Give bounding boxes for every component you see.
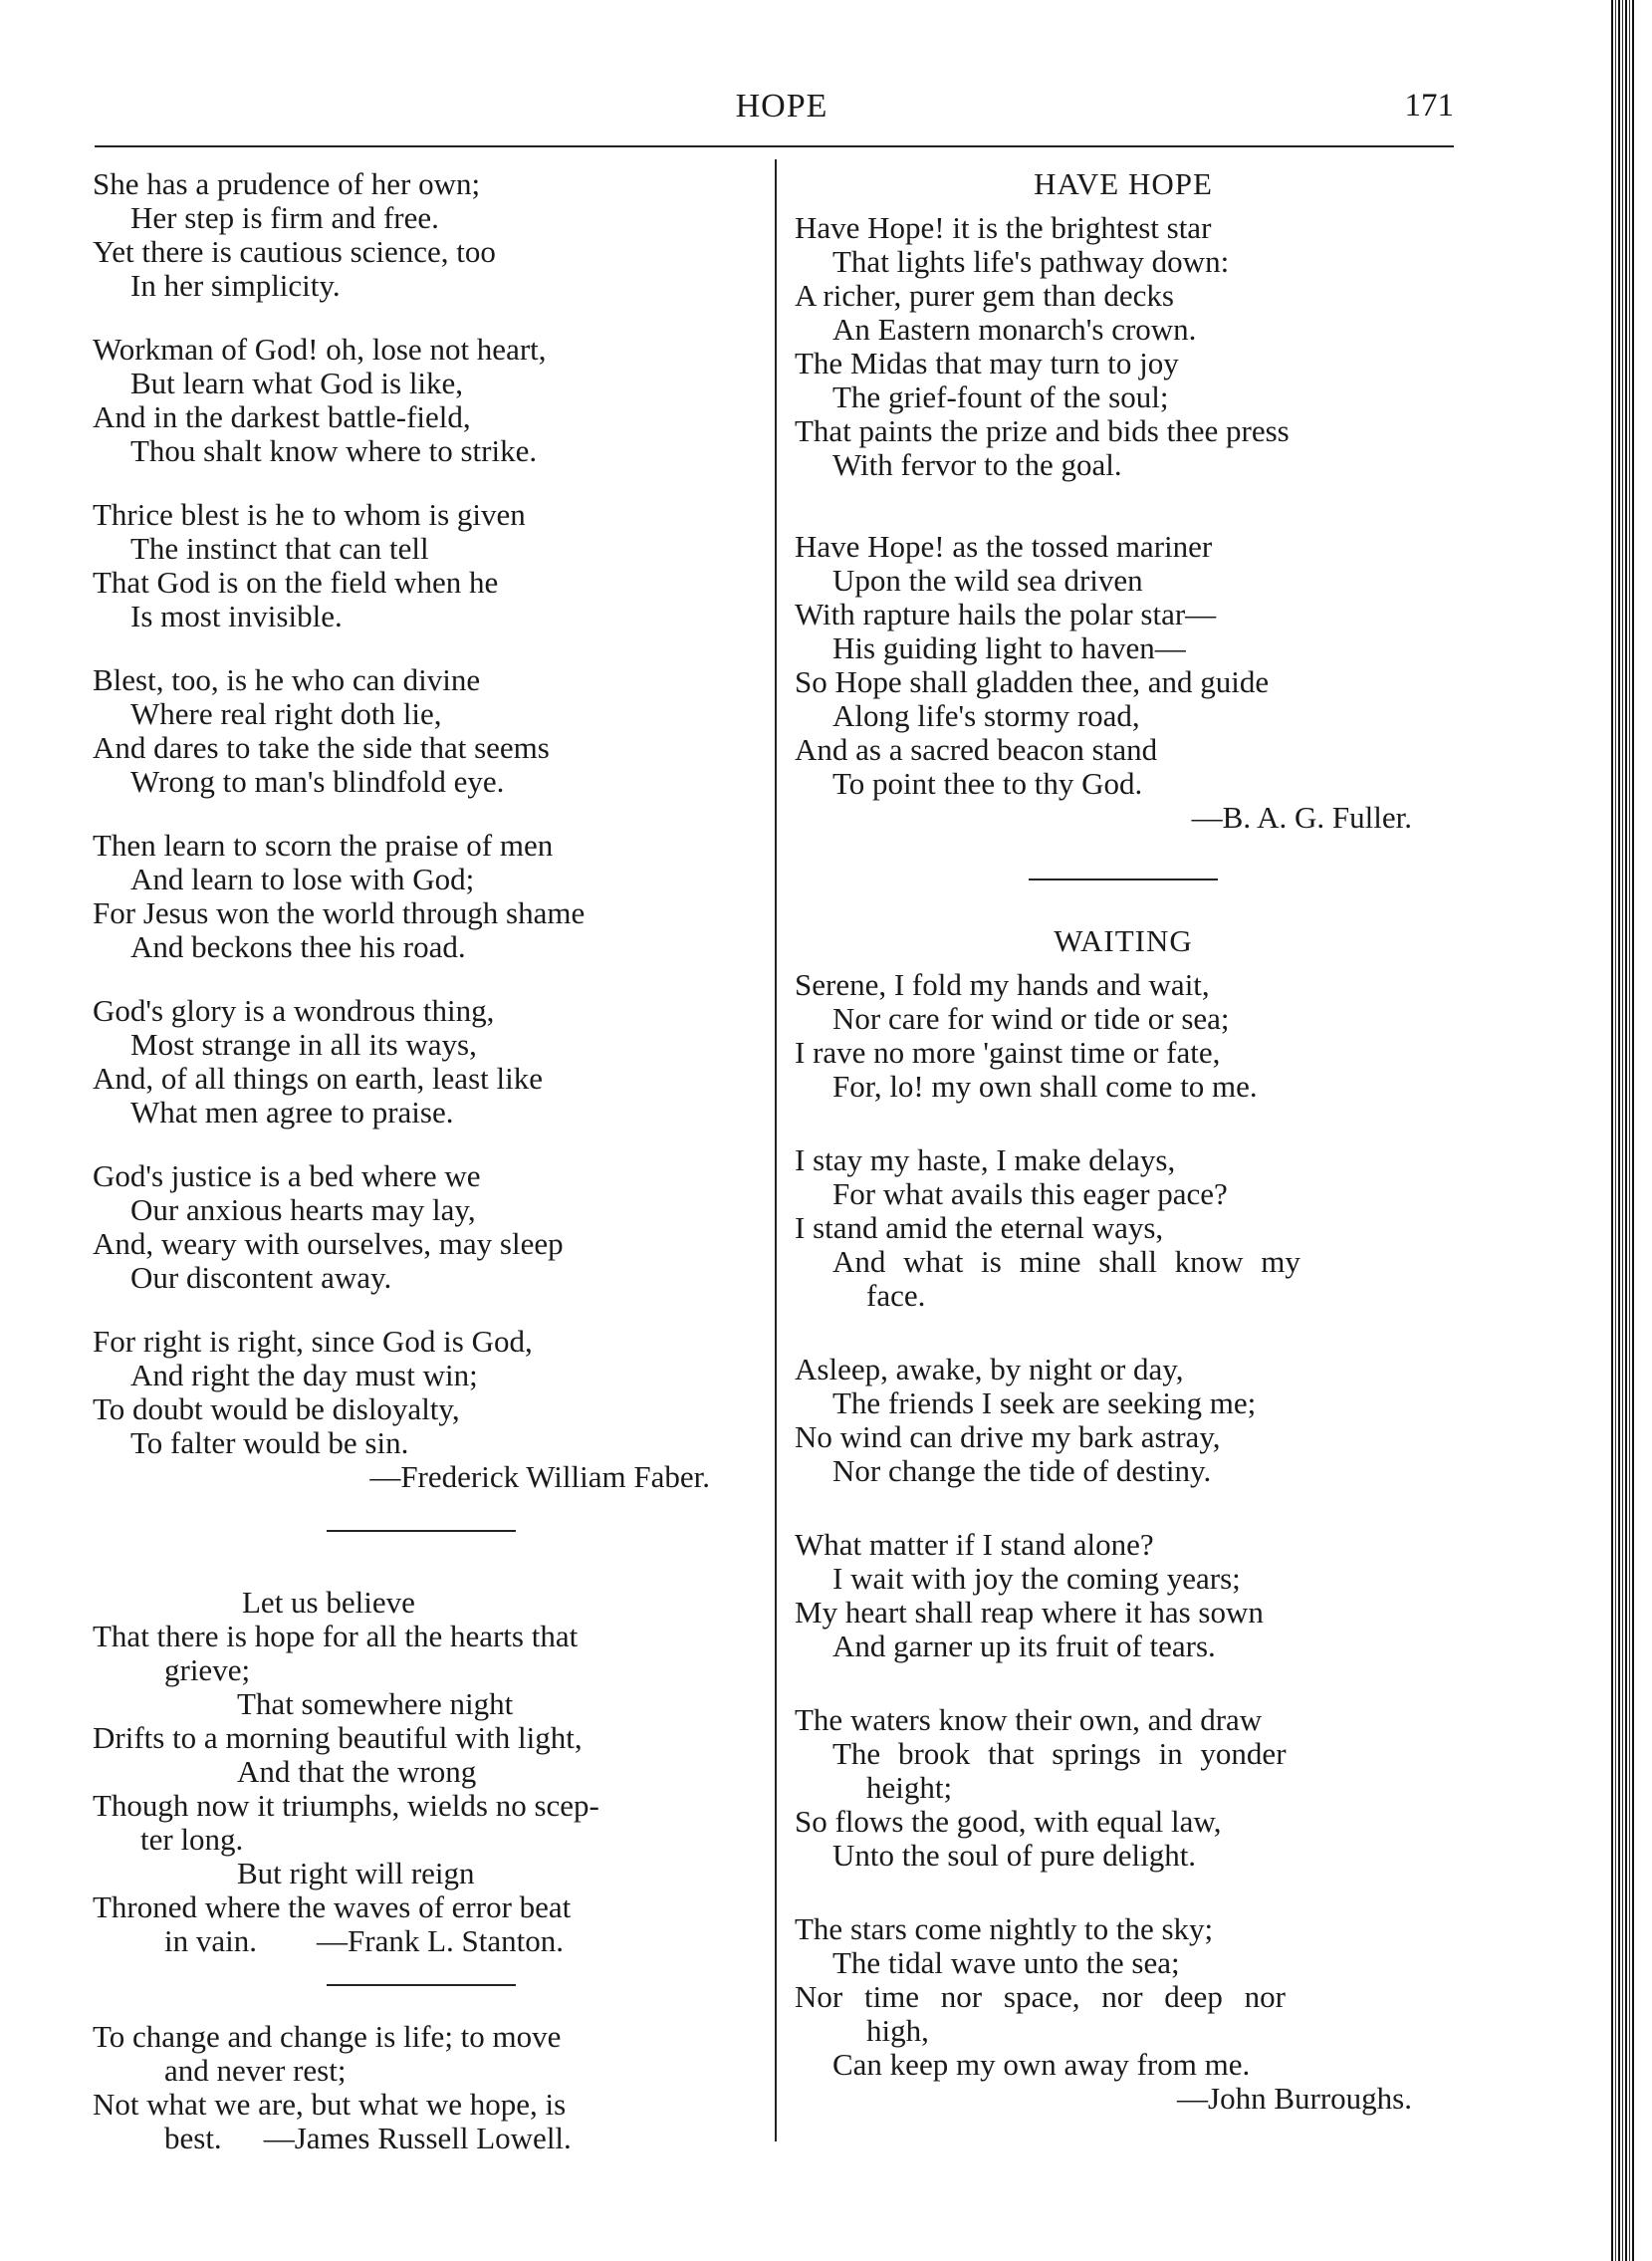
poem-title: HAVE HOPE xyxy=(1034,166,1213,201)
poem-line: Where real right doth lie, xyxy=(130,696,442,731)
poem-line: God's glory is a wondrous thing, xyxy=(93,993,495,1028)
poem-line: That there is hope for all the hearts that xyxy=(93,1619,579,1653)
poem-line: The instinct that can tell xyxy=(130,531,429,566)
attribution: —Frederick William Faber. xyxy=(369,1459,710,1494)
stanza xyxy=(795,211,1452,482)
page-number: 171 xyxy=(1404,88,1454,124)
stanza xyxy=(795,1528,1452,1663)
poem-line: Most strange in all its ways, xyxy=(130,1027,477,1062)
poem-line: No wind can drive my bark astray, xyxy=(795,1419,1221,1454)
poem-line: The brook that springs in yonder xyxy=(832,1736,1287,1771)
page-title: HOPE xyxy=(735,88,828,125)
stanza xyxy=(93,167,750,303)
poem-line: Workman of God! oh, lose not heart, xyxy=(93,332,547,367)
stanza xyxy=(795,968,1452,1104)
poem-line: For what avails this eager pace? xyxy=(832,1176,1228,1211)
poem-line: Then learn to scorn the praise of men xyxy=(93,828,554,863)
have-hope-poem xyxy=(795,167,1452,835)
stanza xyxy=(795,1703,1452,1873)
right-column xyxy=(795,167,1452,2116)
stanza xyxy=(795,1353,1452,1488)
poem-line: Drifts to a morning beautiful with light, xyxy=(93,1720,583,1755)
poem-line: With fervor to the goal. xyxy=(832,447,1122,482)
section-separator xyxy=(327,1984,516,1986)
poem-line: God's justice is a bed where we xyxy=(93,1158,481,1193)
book-binding-edge xyxy=(1611,0,1635,2261)
poem-line: Have Hope! as the tossed mariner xyxy=(795,529,1213,564)
poem-line: What matter if I stand alone? xyxy=(795,1527,1154,1562)
poem-line: To point thee to thy God. xyxy=(832,766,1143,801)
poem-line: To doubt would be disloyalty, xyxy=(93,1391,460,1426)
stanza xyxy=(93,1159,750,1295)
poem-line: Unto the soul of pure delight. xyxy=(832,1838,1197,1873)
poem-line: What men agree to praise. xyxy=(130,1095,454,1130)
poem-line: Our discontent away. xyxy=(130,1260,392,1295)
poem-line: That paints the prize and bids thee press xyxy=(795,413,1290,448)
poem-line: That somewhere night xyxy=(237,1686,514,1721)
poem-line: And what is mine shall know my xyxy=(832,1244,1300,1279)
poem-line: For Jesus won the world through shame xyxy=(93,895,586,930)
poem-line: Nor time nor space, nor deep nor xyxy=(795,1979,1286,2014)
poem-line: For right is right, since God is God, xyxy=(93,1324,533,1359)
poem-line: grieve; xyxy=(164,1652,251,1687)
stanton-poem xyxy=(93,1586,750,1958)
poem-line: Throned where the waves of error beat xyxy=(93,1889,572,1924)
poem-line: I rave no more 'gainst time or fate, xyxy=(795,1035,1221,1070)
poem-line: For, lo! my own shall come to me. xyxy=(832,1069,1258,1104)
attribution: —James Russell Lowell. xyxy=(263,2121,572,2155)
poem-line: So Hope shall gladden thee, and guide xyxy=(795,664,1270,699)
poem-line: So flows the good, with equal law, xyxy=(795,1804,1222,1839)
poem-line: Wrong to man's blindfold eye. xyxy=(130,764,505,799)
poem-line: Can keep my own away from me. xyxy=(832,2047,1251,2082)
poem-line: She has a prudence of her own; xyxy=(93,166,481,201)
poem-line: And dares to take the side that seems xyxy=(93,730,550,765)
poem-line: The tidal wave unto the sea; xyxy=(832,1945,1180,1980)
stanza xyxy=(93,663,750,799)
stanza xyxy=(93,829,750,964)
poem-line: The waters know their own, and draw xyxy=(795,1702,1263,1737)
poem-line: With rapture hails the polar star— xyxy=(795,597,1217,631)
attribution: —B. A. G. Fuller. xyxy=(1191,800,1412,835)
poem-line: face. xyxy=(866,1278,926,1313)
poem-line: And right the day must win; xyxy=(130,1358,478,1392)
section-separator xyxy=(327,1530,516,1532)
poem-line: Along life's stormy road, xyxy=(832,698,1140,733)
poem-line: Our anxious hearts may lay, xyxy=(130,1192,476,1227)
poem-line: The stars come nightly to the sky; xyxy=(795,1911,1214,1946)
faber-poem xyxy=(93,167,750,1494)
poem-line: Nor change the tide of destiny. xyxy=(832,1453,1212,1488)
poem-line: Is most invisible. xyxy=(130,599,343,633)
poem-line: His guiding light to haven— xyxy=(832,630,1186,665)
poem-title: WAITING xyxy=(1054,923,1193,958)
poem-line: Not what we are, but what we hope, is xyxy=(93,2087,567,2122)
poem-line: The friends I seek are seeking me; xyxy=(832,1385,1257,1420)
poem-line: And, of all things on earth, least like xyxy=(93,1061,543,1096)
section-separator xyxy=(1029,879,1218,880)
lowell-quote xyxy=(93,2020,750,2155)
column-divider xyxy=(775,159,777,2141)
poem-line: An Eastern monarch's crown. xyxy=(832,312,1197,347)
poem-line: That lights life's pathway down: xyxy=(832,244,1230,279)
poem-line: A richer, purer gem than decks xyxy=(795,278,1174,313)
stanza xyxy=(795,530,1452,801)
poem-line: high, xyxy=(866,2013,929,2048)
poem-line: And in the darkest battle-field, xyxy=(93,399,471,434)
attribution: —John Burroughs. xyxy=(1177,2081,1412,2116)
waiting-poem xyxy=(795,924,1452,2116)
poem-line: Her step is firm and free. xyxy=(130,200,439,235)
poem-line: But right will reign xyxy=(237,1856,475,1890)
poem-line: in vain. xyxy=(164,1923,257,1958)
stanza xyxy=(93,994,750,1130)
poem-line: And, weary with ourselves, may sleep xyxy=(93,1226,564,1261)
stanza xyxy=(93,498,750,633)
poem-line: And garner up its fruit of tears. xyxy=(832,1629,1216,1663)
header-rule xyxy=(95,145,1454,147)
stanza xyxy=(93,1325,750,1460)
poem-line: To falter would be sin. xyxy=(130,1425,409,1460)
poem-line: Nor care for wind or tide or sea; xyxy=(832,1001,1230,1036)
poem-line: Have Hope! it is the brightest star xyxy=(795,210,1212,245)
poem-line: Serene, I fold my hands and wait, xyxy=(795,967,1210,1002)
poem-line: To change and change is life; to move xyxy=(93,2019,562,2054)
poem-line: Let us believe xyxy=(242,1585,415,1620)
poem-line: Asleep, awake, by night or day, xyxy=(795,1352,1184,1386)
poem-line: And that the wrong xyxy=(237,1754,477,1789)
poem-line: Upon the wild sea driven xyxy=(832,563,1143,598)
poem-line: Blest, too, is he who can divine xyxy=(93,662,481,697)
poem-line: Thrice blest is he to whom is given xyxy=(93,497,526,532)
attribution: —Frank L. Stanton. xyxy=(317,1923,564,1958)
poem-line: height; xyxy=(866,1770,953,1805)
poem-line: ter long. xyxy=(140,1822,244,1857)
poem-line: Though now it triumphs, wields no scep- xyxy=(93,1788,599,1823)
poem-line: and never rest; xyxy=(164,2053,347,2088)
poem-line: That God is on the field when he xyxy=(93,565,499,600)
poem-line: My heart shall reap where it has sown xyxy=(795,1595,1264,1630)
stanza xyxy=(795,1912,1452,2082)
poem-line: And beckons thee his road. xyxy=(130,929,466,964)
poem-line: I wait with joy the coming years; xyxy=(832,1561,1241,1596)
poem-line: And as a sacred beacon stand xyxy=(795,732,1158,767)
poem-line: best. xyxy=(164,2121,222,2155)
stanza xyxy=(795,1143,1452,1313)
poem-line: And learn to lose with God; xyxy=(130,862,475,896)
poem-line: I stay my haste, I make delays, xyxy=(795,1142,1176,1177)
poem-line: The grief-fount of the soul; xyxy=(832,379,1169,414)
poem-line: Thou shalt know where to strike. xyxy=(130,433,538,468)
poem-line: Yet there is cautious science, too xyxy=(93,234,496,269)
left-column xyxy=(93,167,750,2155)
poem-line: But learn what God is like, xyxy=(130,366,464,400)
stanza xyxy=(93,333,750,468)
poem-line: The Midas that may turn to joy xyxy=(795,346,1179,380)
poem-line: I stand amid the eternal ways, xyxy=(795,1210,1164,1245)
poem-line: In her simplicity. xyxy=(130,268,341,303)
